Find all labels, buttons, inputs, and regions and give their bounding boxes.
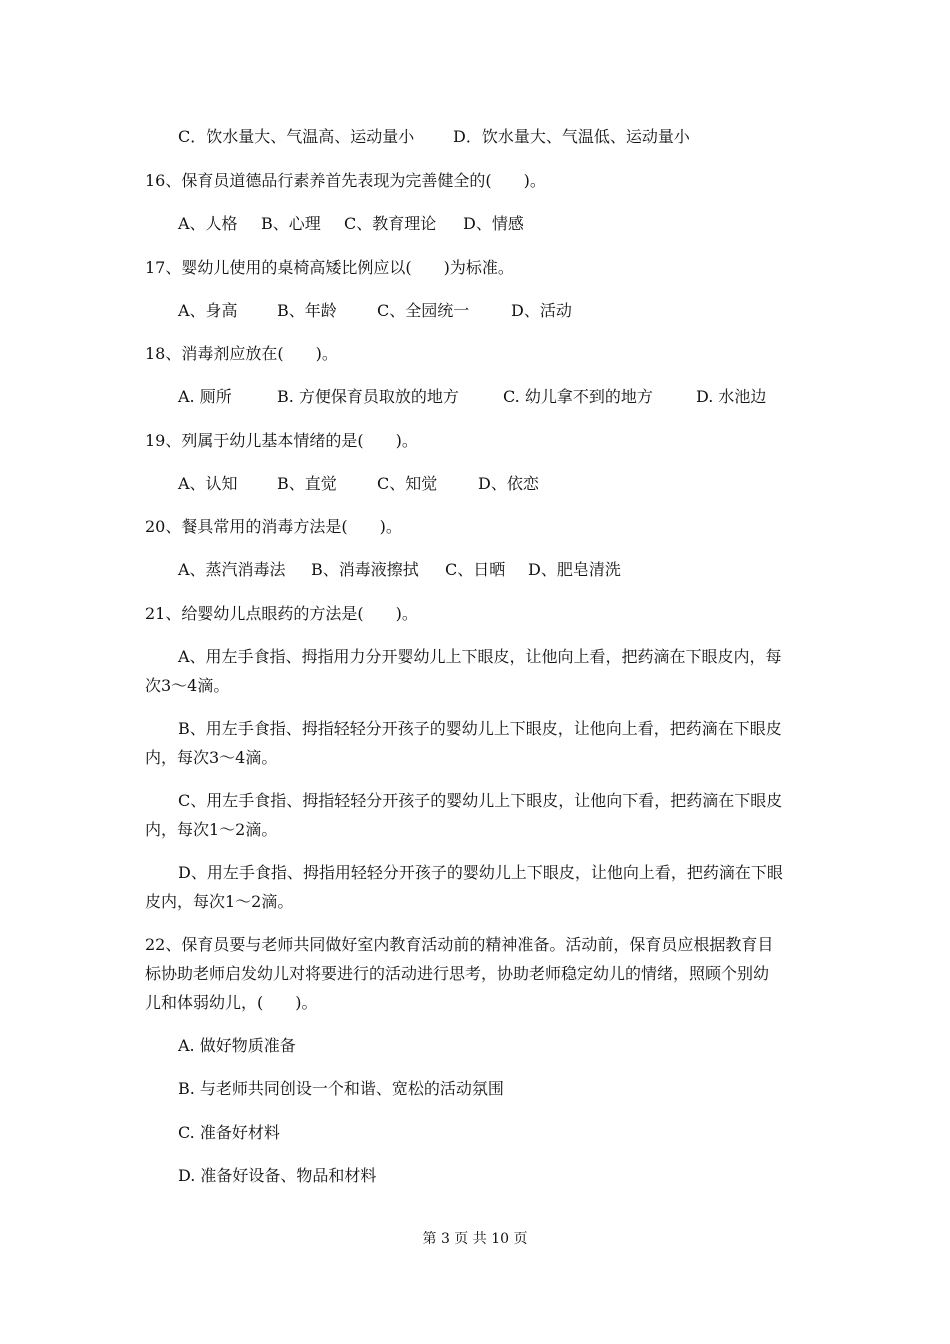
q18-option-b: B. 方便保育员取放的地方 [277,387,459,406]
q21-option-d-line2: 皮内，每次1～2滴。 [145,892,294,911]
q20-option-c: C、日晒 [445,560,506,579]
q20-stem: 20、餐具常用的消毒方法是( )。 [145,517,402,536]
q15-option-d: D．饮水量大、气温低、运动量小 [453,127,690,146]
q17-option-d: D、活动 [511,301,572,320]
page-footer: 第 3 页 共 10 页 [422,1231,528,1247]
q18-stem: 18、消毒剂应放在( )。 [145,344,338,363]
q19-stem: 19、列属于幼儿基本情绪的是( )。 [145,431,418,450]
q16-options-row [178,214,524,234]
q19-options-row [178,474,539,494]
q20-option-a: A、蒸汽消毒法 [178,560,286,579]
q18-option-d: D. 水池边 [696,387,767,406]
q21-option-d-line1: D、用左手食指、拇指用轻轻分开孩子的婴幼儿上下眼皮，让他向上看，把药滴在下眼 [178,863,783,882]
q22-option-c: C. 准备好材料 [178,1123,280,1142]
q22-option-d: D. 准备好设备、物品和材料 [178,1166,377,1185]
q19-option-b: B、直觉 [277,474,337,493]
q19-option-c: C、知觉 [377,474,438,493]
q22-stem-line1: 22、保育员要与老师共同做好室内教育活动前的精神准备。活动前，保育员应根据教育目 [145,935,774,954]
q22-stem-line2: 标协助老师启发幼儿对将要进行的活动进行思考，协助老师稳定幼儿的情绪，照顾个别幼 [145,964,770,983]
q17-option-a: A、身高 [178,301,238,320]
q18-options-row [178,387,767,407]
q22-stem-line3: 儿和体弱幼儿，( )。 [145,993,318,1012]
q17-option-b: B、年龄 [277,301,337,320]
q18-option-c: C. 幼儿拿不到的地方 [503,387,653,406]
q16-stem: 16、保育员道德品行素养首先表现为完善健全的( )。 [145,171,546,190]
q16-option-c: C、教育理论 [344,214,437,233]
q17-stem: 17、婴幼儿使用的桌椅高矮比例应以( )为标准。 [145,258,514,277]
q19-option-d: D、依恋 [478,474,539,493]
q16-option-a: A、人格 [178,214,238,233]
q21-option-a-line2: 次3～4滴。 [145,676,230,695]
q17-option-c: C、全园统一 [377,301,470,320]
q20-options-row [178,560,621,580]
q19-option-a: A、认知 [178,474,238,493]
q17-options-row [178,301,572,321]
q15-option-c: C．饮水量大、气温高、运动量小 [178,127,415,146]
q21-stem: 21、给婴幼儿点眼药的方法是( )。 [145,604,418,623]
q21-option-c-line1: C、用左手食指、拇指轻轻分开孩子的婴幼儿上下眼皮，让他向下看，把药滴在下眼皮 [178,791,783,810]
q20-option-d: D、肥皂清洗 [528,560,621,579]
q22-option-a: A. 做好物质准备 [178,1036,296,1055]
q21-option-c-line2: 内，每次1～2滴。 [145,820,278,839]
q21-option-b-line2: 内，每次3～4滴。 [145,748,278,767]
q16-option-d: D、情感 [463,214,524,233]
q22-option-b: B. 与老师共同创设一个和谐、宽松的活动氛围 [178,1079,504,1098]
q20-option-b: B、消毒液擦拭 [311,560,419,579]
q21-option-b-line1: B、用左手食指、拇指轻轻分开孩子的婴幼儿上下眼皮，让他向上看，把药滴在下眼皮 [178,719,782,738]
q15-options-row [178,127,690,147]
q18-option-a: A. 厕所 [178,387,232,406]
q21-option-a-line1: A、用左手食指、拇指用力分开婴幼儿上下眼皮，让他向上看，把药滴在下眼皮内，每 [178,647,782,666]
q16-option-b: B、心理 [261,214,321,233]
